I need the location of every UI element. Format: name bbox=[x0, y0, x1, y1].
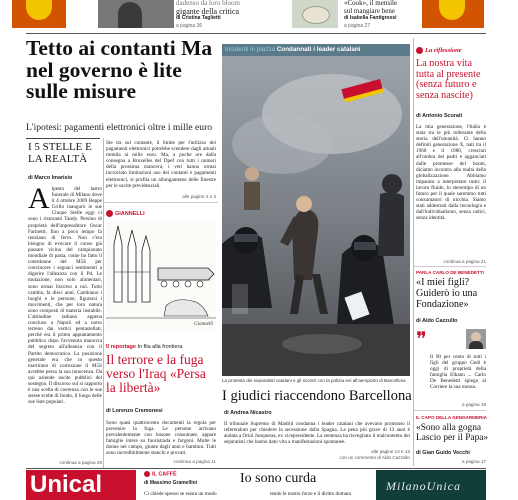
teaser-image-left bbox=[12, 0, 66, 28]
photo-label-rest: Condannati i leader catalani bbox=[276, 46, 361, 53]
caffe-headline[interactable]: Io sono curda bbox=[240, 471, 317, 486]
column-body bbox=[28, 182, 102, 458]
teaser2-page: a pagina 27 bbox=[344, 22, 371, 29]
teaser-story-1[interactable] bbox=[176, 0, 286, 30]
teaser2-byline: di Isabella Fantigrossi bbox=[344, 15, 397, 21]
record-dot-icon bbox=[106, 210, 113, 217]
column-byline: di Marco Imarisio bbox=[28, 175, 73, 181]
lead-photo[interactable] bbox=[222, 44, 410, 376]
column-body-text: lpesto del lastro funerale di Milano dove il 4 ottobre 2009 Beppe Grillo inaugurò le sue Cinque Stelle oggi ci sono i ristoranti Tandy. Persino di proprietà dell'imprenditore Oscar Farinetti, fino a poco tempo fa renziano di ferro. Non c'era bisogno di evocare il conso già passare vicino del campionato mondiale di pasta, come ho fatto il coterdonne del M5S per convincere i seguaci sentimenti a digerire l'alleanza con il Pd. Le mutazione, non solo alimentari, sono ormai liscorso a noi. Tutto cambia, fa dieci anni. Cambiano i luoghi e le persone, figurarsi i movimenti, che per loro natura sono composti di materia instabile. L'abitudine radiano appena concluso a Napoli ed a notro terreno dai vertici pentastellati, perché era il primo appuntamento pubblico dopo l'avvenuta manovra del segreto all'alleanza con il Partito democratico. La posizione generale era che in questo martirano di correzione il M5S avrebbe perso la sua innocenza. Da qui aziende uscite pubblici del sostegno. Il discorso sul si rapporto è una scelta di coerenza con le sue stesse scelte di fondo, il luogo delle sue liste popolari. bbox=[28, 186, 102, 406]
ad-left-text: Unical bbox=[30, 471, 103, 498]
right-kicker-2: PARLA CARLO DE BENEDETTI bbox=[416, 270, 484, 275]
catalonia-byline: di Andrea Nicastro bbox=[224, 410, 272, 416]
right-continues-2[interactable]: a pagina 19 bbox=[461, 402, 486, 407]
catalonia-continues-2[interactable]: con un commento di Aldo Cazzullo bbox=[339, 455, 410, 460]
teaser2-title-b: sul mangiare bene bbox=[344, 6, 395, 15]
iraq-kicker: Il reportage In fila alla frontiera bbox=[106, 344, 183, 350]
cartoon-kicker: GIANNELLI bbox=[106, 210, 145, 217]
main-continues[interactable]: alle pagine 2 e 3 bbox=[182, 194, 216, 199]
teaser-title-a: dadenso da loro bloom bbox=[176, 0, 240, 7]
catalonia-continues[interactable]: alle pagine 12 e 13 bbox=[371, 449, 410, 454]
teaser-byline: di Cristina Taglietti bbox=[176, 15, 221, 21]
right-kicker-3: IL CAPO DELLA GENDARMERIA bbox=[416, 415, 487, 420]
right-headline-3[interactable]: «Sono alla gogna Lascio per il Papa» bbox=[416, 423, 489, 443]
record-dot-icon bbox=[144, 471, 150, 477]
ad-banner-right[interactable] bbox=[376, 470, 486, 500]
caffe-body-1: Ci chiede spesso se esista un modo bbox=[144, 491, 217, 497]
cartoon-signature: Giannelli bbox=[194, 322, 213, 327]
column-dropcap: A bbox=[28, 182, 50, 215]
cartoon-illustration bbox=[106, 222, 216, 330]
photo-label: Incidenti in piazza bbox=[225, 46, 276, 53]
photo-label-bar bbox=[222, 44, 410, 56]
top-teaser-strip bbox=[0, 0, 518, 30]
record-dot-icon bbox=[416, 47, 423, 54]
cartoon-drawing bbox=[106, 222, 216, 330]
right-continues-3[interactable]: a pagina 17 bbox=[461, 459, 486, 464]
teaser-photo-2 bbox=[292, 0, 338, 28]
iraq-body: Sono quasi quattrocento documenti la regola per prevenire la fuga. Le persone arrivano prevalentemente con busone consumate, appare famiglie intere su fuoristrada e furgoni. Molte le donne nel campo, giunte dagli anni e bambini. Tutti sono incredibilmente stanchi e provati. bbox=[106, 420, 216, 457]
right-headline[interactable]: La nostra vita tutta al presente (senza futuro e senza nascite) bbox=[416, 58, 481, 101]
teaser-page: a pagina 36 bbox=[176, 22, 203, 29]
catalonia-headline[interactable]: I giudici riaccendono Barcellona bbox=[222, 388, 412, 404]
main-headline[interactable]: Tetto ai contanti Ma nel governo è lite sulle misure bbox=[26, 36, 213, 103]
right-byline: di Antonio Scurati bbox=[416, 113, 463, 119]
right-body-2: Il 90 per cento di tutti i figli del gruppo Gedi è oggi di proprietà della famiglia Elkann ... Carlo De Benedetti spiega al Corriere la sua mossa. bbox=[430, 354, 486, 391]
teaser-story-2[interactable] bbox=[344, 0, 416, 30]
column-headline[interactable]: I 5 STELLE E LA REALTÀ bbox=[28, 141, 92, 165]
iraq-continues[interactable]: continua a pagina 11 bbox=[173, 459, 216, 464]
iraq-byline: di Lorenzo Cremonesi bbox=[106, 408, 163, 414]
right-continues[interactable]: continua a pagina 21 bbox=[443, 259, 486, 264]
teaser-image-right bbox=[422, 0, 484, 28]
photo-caption: La protesta dei separatisti catalani e gli scontri con la polizia ieri all'aeroporto di Barcellona bbox=[222, 378, 406, 383]
main-subheadline: L'ipotesi: pagamenti elettronici oltre i mille euro bbox=[26, 122, 213, 133]
right-byline-3: di Gian Guido Vecchi bbox=[416, 450, 470, 456]
right-headline-2[interactable]: «I miei figli? Guiderò io una Fondazione» bbox=[416, 277, 478, 310]
catalonia-body: Il tribunale Supremo di Madrid condanna i leader catalani che avevano promosso il referendum per chiedere la secessione dalla Spagna. La pena più grave di 13 anni è andata a Oriol Junqueras, ex vicepresidente. La sentenza ha risvegliato il malcontento dei separatisti che hanno dato vita a manifestazioni spontanee. bbox=[224, 421, 410, 446]
right-kicker: La riflessione bbox=[416, 47, 488, 54]
protest-photo bbox=[222, 44, 410, 376]
ad-banner-left[interactable] bbox=[26, 470, 136, 500]
portrait-photo bbox=[466, 329, 486, 349]
teaser2-title-a: «Cook», il mensile bbox=[344, 0, 398, 7]
main-body: Ste tra sul contante, il limite per l'utilizzo dei pagamenti elettronici potrebbe scendere dagli attuali tremila ai mille euro. Ma, a poche ore dalla consegna a Bruxelles del Dpef con tutti i numeri della prossima manovra, i veti hanno ormai incrociato limitazioni uso dei contanti e pagamenti elettronici, si profila un allungamento delle finestre per le uscite previdenziali. bbox=[106, 140, 216, 189]
caffe-byline: di Massimo Gramellini bbox=[144, 480, 198, 486]
teaser-title-b: gigante della critica bbox=[176, 6, 240, 16]
teaser-photo-1 bbox=[98, 0, 174, 28]
iraq-headline[interactable]: Il terrore e la fuga verso l'Iraq «Persa la libertà» bbox=[106, 352, 206, 395]
caffe-kicker: IL CAFFÈ bbox=[144, 471, 177, 477]
column-continues[interactable]: continua a pagina 28 bbox=[59, 460, 102, 465]
ad-right-text: MilanoUnica bbox=[386, 479, 461, 493]
caffe-body-2: tendo le nostre forze e il diritto domani bbox=[270, 491, 352, 497]
right-body: La mia generazione, l'Italia è stata tra le più tollerante della storia dell'umanità. Ci hanno definiti generazione X, nati tra il 1960 e il 1980, cresciuti all'ombra dei padri e agganciati dalle promesse del boom, diciamo incontro alla realtà della globalizzazione. Abbiamo imparato a interpretare tutto: il lavoro fluido, lo stereotipo di un futuro per il quale saremmo tutti consumatori di nicchia. Siamo stati addestrati dalla tecnologia e dall'individualismo, senza radici, senza identità. bbox=[416, 124, 486, 222]
quote-icon: ❞ bbox=[416, 329, 427, 351]
right-byline-2: di Aldo Cazzullo bbox=[416, 318, 458, 324]
